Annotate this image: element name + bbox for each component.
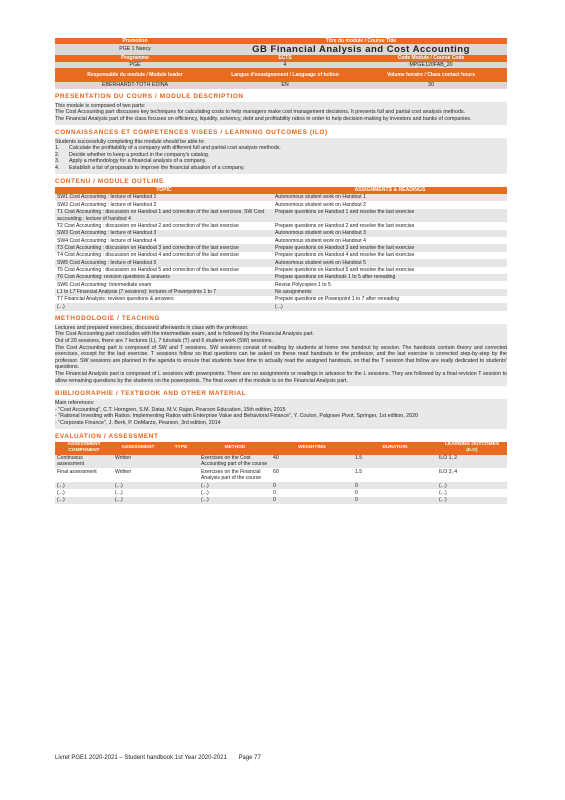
- eval-type-cell: [163, 489, 199, 496]
- outline-assignment-cell: Revise Polycopies 1 to 5: [273, 281, 507, 288]
- eval-weighting-cell: 0: [271, 482, 353, 489]
- outline-topic-cell: SW3 Cost Accounting : lecture of Handout 3: [55, 230, 273, 237]
- footer-text: Livret PGE1 2020-2021 – Student handbook 1st Year 2020-2021: [55, 755, 227, 761]
- outline-row: [55, 244, 507, 251]
- outline-topic-cell: SW4 Cost Accounting : lecture of Handout 4: [55, 237, 273, 244]
- eval-col-component: ASSESSMENT COMPONENT: [55, 442, 113, 455]
- eval-duration-cell: 0: [353, 489, 437, 496]
- evaluation-row: [55, 489, 507, 496]
- outline-row: [55, 274, 507, 281]
- language-value: EN: [281, 82, 289, 89]
- eval-method-cell: (...): [199, 482, 271, 489]
- eval-component-cell: (...): [55, 497, 113, 504]
- outline-col-topic: TOPIC: [55, 187, 273, 194]
- evaluation-header-row: [55, 442, 507, 455]
- ects-label: ECTS: [278, 55, 292, 62]
- program-label: Programme: [121, 55, 149, 62]
- outline-topic-cell: SW6 Cost Accounting: Intermediate exam: [55, 281, 273, 288]
- outline-topic-cell: (...): [55, 303, 273, 310]
- outline-topic-cell: T2 Cost Accounting : discussion on Handout 2 and correction of the last exercise: [55, 222, 273, 229]
- eval-assessment-cell: (...): [113, 482, 163, 489]
- outline-topic-cell: T1 Cost Accounting : discussion on Handout 1 and correction of the last exercises. SW Cost accounting : lecture of handout 4: [55, 209, 273, 223]
- outline-row: [55, 289, 507, 296]
- methodology-line: Lectures and prepared exercises, discussed afterwards in class with the professor.: [55, 324, 249, 331]
- methodology-line: Out of 20 sessions, there are 7 lectures (L), 7 tutorials (T) and 6 student work (SW) sessions.: [55, 337, 273, 344]
- section-title-evaluation: EVALUATION / ASSESSMENT: [55, 432, 159, 440]
- outline-col-assignments: ASSIGNMENTS & READINGS: [273, 187, 507, 194]
- outline-row: [55, 259, 507, 266]
- eval-component-cell: Final assessment: [55, 468, 113, 482]
- bibliography-item: - "Rational Investing with Ratios: Implementing Ratios with Enterprise Value and Behavioral Finance", Y. Coulon, Palgrave Pivot, Springer, 1st edition, 2020: [55, 413, 418, 420]
- eval-col-duration: DURATION: [353, 442, 437, 455]
- outline-assignment-cell: Prepare questions on Handout 2 and resolve the last exercise: [273, 222, 507, 229]
- outline-topic-cell: SW1 Cost Accounting : lecture of Handout 1: [55, 194, 273, 201]
- outline-assignment-cell: Prepare questions on Handout 5 and resolve the last exercise: [273, 267, 507, 274]
- header-row-values-2: [55, 62, 507, 69]
- promotion-label: Promotion: [122, 38, 148, 44]
- contact-hours-label: Volume horaire / Class contact hours: [387, 71, 475, 78]
- eval-weighting-cell: 0: [271, 489, 353, 496]
- outline-row: [55, 237, 507, 244]
- eval-method-cell: Exercises on the Cost Accounting part of the course: [199, 455, 271, 469]
- module-leader-value: EBERHARDT-TOTH EDINA: [101, 82, 169, 89]
- eval-type-cell: [163, 497, 199, 504]
- ects-value: 4: [283, 61, 287, 68]
- eval-duration-cell: 0: [353, 482, 437, 489]
- outline-assignment-cell: Autonomous student work on Handout 1: [273, 194, 507, 201]
- eval-col-weighting: WEIGHTING: [271, 442, 353, 455]
- header-row-values-3: [55, 82, 507, 89]
- methodology-line: The Financial Analysis part is composed of L sessions with powerpoints. There are no assignments or readings in advance for the L sessions. They are followed by a final revision T session to allow remaining questions by the students on the powerpoints. The final exam of the module is on the Financial Analysis part.: [55, 370, 507, 384]
- eval-type-cell: [163, 468, 199, 482]
- bibliography-body: [55, 399, 507, 428]
- outline-topic-cell: T7 Financial Analysis: revision questions & answers: [55, 296, 273, 303]
- outline-row: [55, 252, 507, 259]
- eval-col-method: METHOD: [199, 442, 271, 455]
- outcomes-body: [55, 138, 507, 174]
- outline-row: [55, 303, 507, 310]
- eval-weighting-cell: 0: [271, 497, 353, 504]
- page-footer: [55, 755, 261, 763]
- outline-assignment-cell: Autonomous student work on Handout 5: [273, 259, 507, 266]
- outline-assignment-cell: Prepare questions on Handout 1 and resolve the last exercise: [273, 209, 507, 223]
- outline-assignment-cell: Prepare questions on Handout 3 and resolve the last exercise: [273, 244, 507, 251]
- outline-row: [55, 209, 507, 223]
- eval-assessment-cell: Written: [113, 455, 163, 469]
- outline-assignment-cell: Prepare questions on Powerpoint 1 to 7 after rereading: [273, 296, 507, 303]
- outline-assignment-cell: Autonomous student work on Handout 2: [273, 201, 507, 208]
- header-row-values-1: [55, 44, 507, 55]
- outline-row: [55, 222, 507, 229]
- course-code-value: MPGE120FAB_20: [409, 61, 453, 68]
- bibliography-item: - "Corporate Finance", J. Berk, P. DeMarzo, Pearson, 3rd edition, 2014: [55, 420, 221, 427]
- header-row-labels-3: [55, 68, 507, 82]
- outline-topic-cell: T4 Cost Accounting : discussion on Handout 4 and correction of the last exercise: [55, 252, 273, 259]
- eval-method-cell: (...): [199, 489, 271, 496]
- bibliography-item: - "Cost Accounting", C.T. Horngren, S.M. Datar, M.V. Rajan, Pearson Education, 15th edition, 2015: [55, 406, 286, 413]
- outline-topic-cell: SW5 Cost Accounting : lecture of Handout 5: [55, 259, 273, 266]
- presentation-line: This module is composed of two parts:: [55, 102, 146, 109]
- eval-col-type: TYPE: [163, 442, 199, 455]
- outline-row: [55, 230, 507, 237]
- outline-row: [55, 267, 507, 274]
- methodology-line: The Cost Accounting part is composed of SW and T sessions. SW sessions consist of reading by students at home one handout by session. The handouts contain theory and corrected exercises, except for the last exercise. T sessions follow so that questions can be asked on these read handouts to the professor, and the last exercise is corrected step-by-step by the professor. SW sessions are planned in the agenda to ensure that students have time to actually read the assigned handouts, so that the T session that follow are really dedicated to students' questions.: [55, 344, 507, 371]
- course-code-label: Code Module / Course Code: [397, 55, 465, 62]
- outline-assignment-cell: Prepare questions on Handouts 1 to 5 after rereading: [273, 274, 507, 281]
- outline-assignment-cell: (...): [273, 303, 507, 310]
- eval-ilo-cell: (...): [437, 497, 507, 504]
- contact-hours-value: 30: [428, 82, 434, 89]
- outline-row: [55, 194, 507, 201]
- eval-duration-cell: 0: [353, 497, 437, 504]
- language-label: Langue d'enseignement / Language of tuition: [231, 71, 339, 78]
- eval-type-cell: [163, 455, 199, 469]
- outline-topic-cell: SW2 Cost Accounting : lecture of Handout 2: [55, 201, 273, 208]
- outline-table: [55, 187, 507, 311]
- course-title-label: Titre du module / Course Title: [325, 38, 397, 44]
- eval-component-cell: (...): [55, 482, 113, 489]
- promotion-value: PGE 1 Nancy: [119, 46, 151, 53]
- outline-header-row: [55, 187, 507, 194]
- eval-col-assessment: ASSESSMENT: [113, 442, 163, 455]
- section-title-methodology: METHODOLOGIE / TEACHING: [55, 314, 161, 322]
- eval-assessment-cell: Written: [113, 468, 163, 482]
- eval-assessment-cell: (...): [113, 489, 163, 496]
- eval-assessment-cell: (...): [113, 497, 163, 504]
- methodology-line: The Cost Accounting part concludes with the intermediate exam, and is followed by the Financial Analysis part.: [55, 331, 315, 338]
- methodology-body: [55, 324, 507, 386]
- handbook-page: [55, 38, 507, 504]
- outline-row: [55, 296, 507, 303]
- outline-topic-cell: L1 to L7 Financial Analysis (7 sessions): lectures of Powerpoints 1 to 7: [55, 289, 273, 296]
- outline-assignment-cell: No assignments: [273, 289, 507, 296]
- eval-method-cell: (...): [199, 497, 271, 504]
- evaluation-row: [55, 482, 507, 489]
- outline-assignment-cell: Autonomous student work on Handout 4: [273, 237, 507, 244]
- eval-duration-cell: 1.5: [353, 455, 437, 469]
- outline-topic-cell: T3 Cost Accounting : discussion on Handout 3 and correction of the last exercise: [55, 244, 273, 251]
- outline-row: [55, 281, 507, 288]
- outcome-item: 3. Apply a methodology for a financial analysis of a company.: [55, 158, 207, 165]
- eval-method-cell: Exercises on the Financial Analysis part of the course: [199, 468, 271, 482]
- outcome-item: 1. Calculate the profitability of a company with different full and partial cost analysis methods.: [55, 145, 281, 152]
- eval-ilo-cell: (...): [437, 482, 507, 489]
- presentation-line: The Financial Analysis part of the class focuses on efficiency, liquidity, solvency, debt and profitability ratios in order to help decision-making by investors and banks of companies.: [55, 115, 472, 122]
- section-title-bibliography: BIBLIOGRAPHIE / TEXTBOOK AND OTHER MATERIAL: [55, 390, 247, 398]
- course-header: [55, 38, 507, 89]
- eval-weighting-cell: 40: [271, 455, 353, 469]
- eval-ilo-cell: ILO 1, 2: [437, 455, 507, 469]
- eval-duration-cell: 1.5: [353, 468, 437, 482]
- outline-assignment-cell: Autonomous student work on Handout 3: [273, 230, 507, 237]
- module-leader-label: Responsable du module / Module leader: [87, 71, 183, 78]
- outcomes-intro: Students successfully completing this module should be able to:: [55, 138, 205, 145]
- outline-row: [55, 201, 507, 208]
- outcome-item: 4. Establish a list of proposals to improve the financial situation of a company.: [55, 164, 245, 171]
- presentation-line: The Cost Accounting part discusses key techniques for calculating costs to help managers make cost management decisions. It presents full and partial cost analysis methods.: [55, 109, 466, 116]
- section-title-presentation: PRESENTATION DU COURS / MODULE DESCRIPTION: [55, 92, 244, 100]
- evaluation-row: [55, 497, 507, 504]
- eval-ilo-cell: ILO 3, 4: [437, 468, 507, 482]
- evaluation-row: [55, 455, 507, 469]
- outline-topic-cell: T5 Cost Accounting : discussion on Handout 5 and correction of the last exercise: [55, 267, 273, 274]
- bibliography-intro: Main references:: [55, 400, 95, 407]
- eval-component-cell: Continuous assessment: [55, 455, 113, 469]
- section-title-outcomes: CONNAISSANCES ET COMPETENCES VISEES / LEARNING OUTCOMES (ILO): [55, 128, 328, 136]
- outcome-item: 2. Decide whether to keep a product in the company's catalog.: [55, 151, 210, 158]
- eval-type-cell: [163, 482, 199, 489]
- evaluation-row: [55, 468, 507, 482]
- course-title: GB Financial Analysis and Cost Accounting: [252, 44, 470, 56]
- eval-component-cell: (...): [55, 489, 113, 496]
- section-title-outline: CONTENU / MODULE OUTLINE: [55, 177, 164, 185]
- outline-topic-cell: T6 Cost Accounting: revision questions & answers: [55, 274, 273, 281]
- page-number: Page 77: [238, 755, 261, 761]
- presentation-body: [55, 102, 507, 125]
- eval-ilo-cell: (...): [437, 489, 507, 496]
- evaluation-table: [55, 442, 507, 504]
- eval-weighting-cell: 60: [271, 468, 353, 482]
- program-value: PGE: [129, 61, 141, 68]
- eval-col-ilo: LEARNING OUTCOMES (ILO): [437, 442, 507, 455]
- outline-assignment-cell: Prepare questions on Handout 4 and resolve the last exercise: [273, 252, 507, 259]
